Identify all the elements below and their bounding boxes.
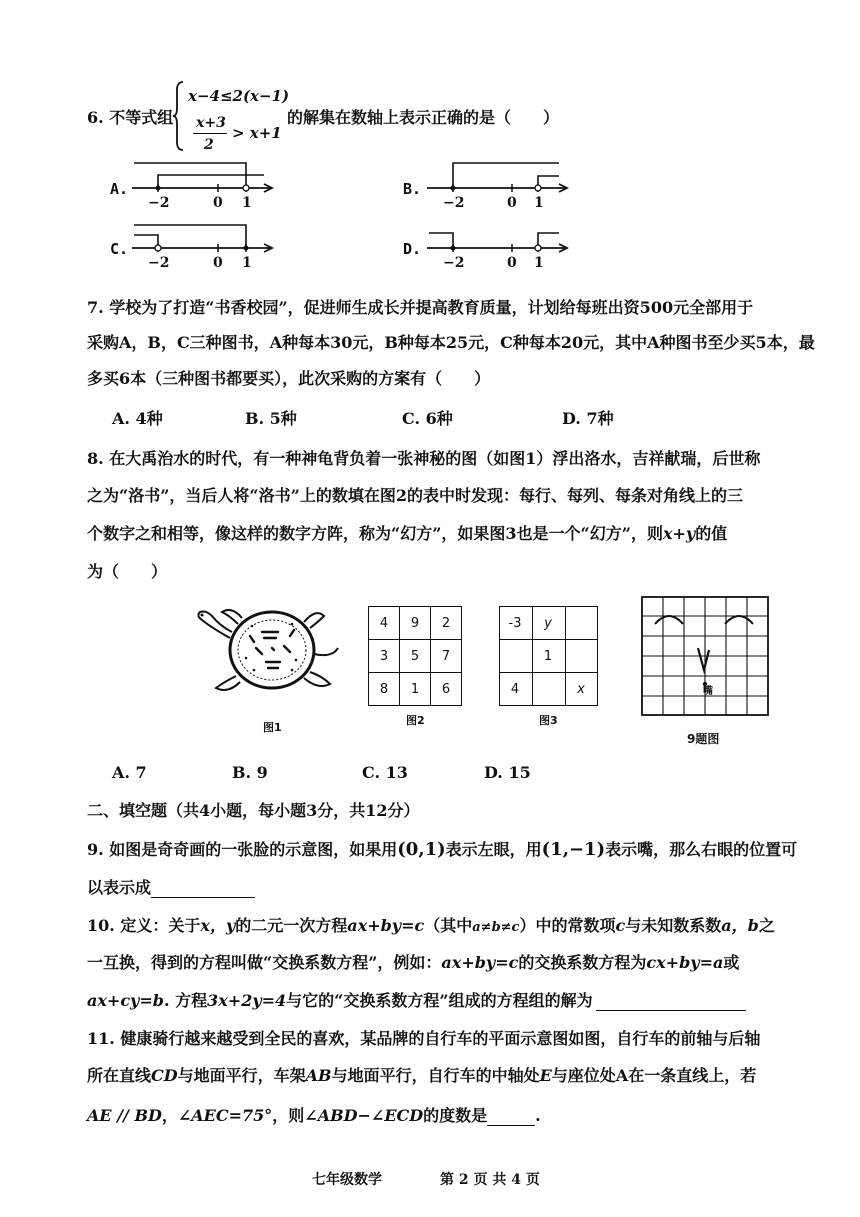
q7-choice-c: C. 6种	[402, 409, 453, 428]
fig3-grid	[499, 606, 598, 706]
tick-label: 1	[242, 255, 252, 271]
q8-line-3: 个数字之和相等，像这样的数字方阵，称为“幻方”，如果图3也是一个“幻方”，则x+y的值	[87, 524, 728, 543]
q6-prefix: 6. 不等式组	[87, 108, 174, 127]
fraction-bar	[193, 133, 227, 134]
footer-subject: 七年级数学	[312, 1172, 382, 1188]
q7-choice-a: A. 4种	[112, 409, 163, 428]
grid3-cell: 1	[543, 648, 553, 664]
grid3-cell: x	[577, 681, 585, 697]
grid2-cell: 2	[441, 615, 451, 631]
grid2-cell: 8	[379, 681, 389, 697]
tick-label: 0	[213, 195, 223, 211]
q10-answer-blank[interactable]	[596, 992, 746, 1011]
section-2-heading: 二、填空题（共4小题，每小题3分，共12分）	[87, 801, 420, 820]
grid2-cell: 1	[410, 681, 420, 697]
grid3-cell	[566, 640, 596, 672]
q6-option-a-label: A.	[110, 180, 129, 198]
q11-line-1: 11. 健康骑行越来越受到全民的喜欢，某品牌的自行车的平面示意图如图，自行车的前轴与后轴	[87, 1029, 761, 1048]
turtle-icon	[192, 598, 342, 698]
grid3-cell: 4	[510, 681, 520, 697]
q11-line-3: AE // BD，∠AEC=75°，则∠ABD−∠ECD的度数是 .	[87, 1106, 541, 1125]
fig3-caption: 图3	[539, 714, 558, 727]
grid3-cell	[566, 607, 596, 639]
footer-page-number: 第 2 页 共 4 页	[440, 1172, 540, 1188]
tick-label: 1	[534, 255, 544, 271]
grid2-cell: 3	[379, 648, 389, 664]
tick-label: −2	[443, 255, 465, 271]
q9-line-2: 以表示成	[87, 878, 255, 898]
q6-option-b-label: B.	[403, 180, 422, 198]
grid2-cell: 6	[441, 681, 451, 697]
face-mouth-label: 嘴	[703, 686, 713, 697]
q8-choice-a: A. 7	[112, 763, 147, 782]
grid3-cell: y	[544, 615, 552, 631]
grid3-cell	[533, 673, 563, 705]
q7-line-3: 多买6本（三种图书都要买），此次采购的方案有（ ）	[87, 369, 491, 388]
tick-label: −2	[148, 255, 170, 271]
grid2-cell: 9	[410, 615, 420, 631]
tick-label: 0	[507, 195, 517, 211]
q6-fraction-numerator: x+3	[196, 115, 226, 131]
q11-answer-blank[interactable]	[487, 1107, 535, 1126]
tick-label: 1	[534, 195, 544, 211]
q7-line-1: 7. 学校为了打造“书香校园”，促进师生成长并提高教育质量，计划给每班出资500元全部用于	[87, 298, 754, 317]
q7-choice-b: B. 5种	[245, 409, 297, 428]
q7-choice-d: D. 7种	[562, 409, 614, 428]
tick-label: −2	[443, 195, 465, 211]
q6-option-c-label: C.	[110, 240, 129, 258]
q10-line-2: 一互换，得到的方程叫做“交换系数方程”，例如：ax+by=c的交换系数方程为cx+by=a或	[87, 953, 740, 972]
grid2-cell: 4	[379, 615, 389, 631]
q10-line-3: ax+cy=b. 方程3x+2y=4与它的“交换系数方程”组成的方程组的解为	[87, 991, 746, 1011]
q7-line-2: 采购A，B，C三种图书，A种每本30元，B种每本25元，C种每本20元，其中A种图书至少买5本，最	[87, 333, 815, 352]
q8-choice-b: B. 9	[232, 763, 268, 782]
grid3-cell: -3	[508, 615, 522, 631]
fig9-caption: 9题图	[687, 732, 720, 746]
fig1-caption: 图1	[263, 721, 282, 734]
grid2-cell: 5	[410, 648, 420, 664]
grid3-cell	[500, 640, 530, 672]
grid2-cell: 7	[441, 648, 451, 664]
fig2-caption: 图2	[406, 714, 425, 727]
q9-answer-blank[interactable]	[151, 879, 255, 898]
q6-fraction-denominator: 2	[204, 137, 214, 153]
tick-label: 0	[213, 255, 223, 271]
tick-label: 0	[507, 255, 517, 271]
q11-line-2: 所在直线CD与地面平行，车架AB与地面平行，自行车的中轴处E与座位处A在一条直线上，若	[87, 1066, 757, 1085]
q6-inequality-1: x−4≤2(x−1)	[188, 87, 290, 105]
q9-line-1: 9. 如图是奇奇画的一张脸的示意图，如果用(0,1)表示左眼，用(1,−1)表示嘴，那么右眼的位置可	[87, 839, 798, 860]
q6-fraction-rhs: > x+1	[232, 124, 282, 142]
q10-line-1: 10. 定义：关于x，y的二元一次方程ax+by=c（其中a≠b≠c）中的常数项c与未知数系数a，b之	[87, 916, 775, 935]
q8-choice-c: C. 13	[362, 763, 408, 782]
q8-line-1: 8. 在大禹治水的时代，有一种神龟背负着一张神秘的图（如图1）浮出洛水，吉祥献瑞，后世称	[87, 449, 761, 468]
q6-option-d-label: D.	[403, 240, 422, 258]
brace-icon	[172, 80, 184, 152]
q8-choice-d: D. 15	[484, 763, 531, 782]
tick-label: −2	[148, 195, 170, 211]
fig2-grid	[368, 606, 462, 706]
q6-suffix: 的解集在数轴上表示正确的是（ ）	[287, 108, 560, 127]
tick-label: 1	[242, 195, 252, 211]
q8-line-2: 之为“洛书”，当后人将“洛书”上的数填在图2的表中时发现：每行、每列、每条对角线上的三	[87, 486, 743, 505]
face-grid-figure	[641, 596, 771, 716]
q8-line-4: 为（ ）	[87, 562, 168, 581]
